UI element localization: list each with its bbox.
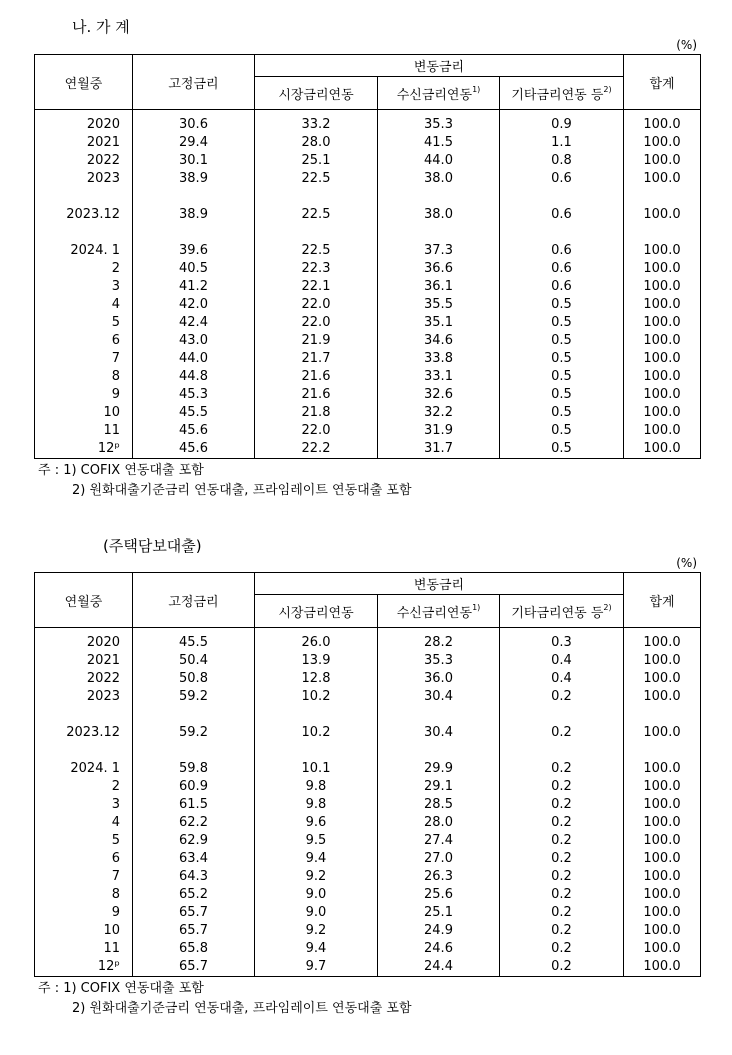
header-total: 합계 <box>624 55 701 110</box>
value-cell: 100.0 <box>624 260 701 278</box>
table-row <box>35 170 701 188</box>
value-cell: 0.6 <box>500 206 624 224</box>
section-title: 나. 가 계 <box>72 18 130 36</box>
value-cell: 22.5 <box>255 242 378 260</box>
table-row <box>35 688 701 706</box>
value-cell: 25.1 <box>378 904 500 922</box>
value-cell: 9.5 <box>255 832 378 850</box>
value-cell: 100.0 <box>624 796 701 814</box>
table-row <box>35 134 701 152</box>
header-market: 시장금리연동 <box>255 595 378 628</box>
note-1: 주 : 1) COFIX 연동대출 포함 <box>38 981 204 996</box>
period-cell: 5 <box>35 832 133 850</box>
value-cell: 59.2 <box>133 724 255 742</box>
period-cell: 7 <box>35 868 133 886</box>
value-cell: 45.5 <box>133 404 255 422</box>
value-cell: 28.0 <box>378 814 500 832</box>
period-cell: 12ᵖ <box>35 440 133 459</box>
table-row <box>35 116 701 134</box>
value-cell: 63.4 <box>133 850 255 868</box>
value-cell: 9.7 <box>255 958 378 977</box>
value-cell: 33.1 <box>378 368 500 386</box>
note-1: 주 : 1) COFIX 연동대출 포함 <box>38 463 204 478</box>
value-cell: 27.4 <box>378 832 500 850</box>
value-cell: 100.0 <box>624 440 701 459</box>
value-cell: 1.1 <box>500 134 624 152</box>
period-cell: 2020 <box>35 116 133 134</box>
table-row <box>35 670 701 688</box>
value-cell: 41.5 <box>378 134 500 152</box>
value-cell: 100.0 <box>624 850 701 868</box>
value-cell: 100.0 <box>624 868 701 886</box>
table-row <box>35 940 701 958</box>
value-cell: 45.6 <box>133 422 255 440</box>
value-cell: 0.6 <box>500 242 624 260</box>
period-cell: 2021 <box>35 134 133 152</box>
table-row <box>35 440 701 459</box>
value-cell: 21.6 <box>255 368 378 386</box>
value-cell: 25.1 <box>255 152 378 170</box>
table-row <box>35 634 701 652</box>
header-market: 시장금리연동 <box>255 77 378 110</box>
period-cell: 5 <box>35 314 133 332</box>
value-cell: 61.5 <box>133 796 255 814</box>
unit-label: (%) <box>676 556 697 570</box>
value-cell: 22.2 <box>255 440 378 459</box>
table-row <box>35 368 701 386</box>
note-2: 2) 원화대출기준금리 연동대출, 프라임레이트 연동대출 포함 <box>72 1001 412 1016</box>
value-cell: 0.2 <box>500 832 624 850</box>
value-cell: 27.0 <box>378 850 500 868</box>
value-cell: 32.6 <box>378 386 500 404</box>
value-cell: 38.9 <box>133 206 255 224</box>
value-cell: 0.2 <box>500 814 624 832</box>
value-cell: 0.2 <box>500 922 624 940</box>
header-period: 연월중 <box>35 573 133 628</box>
value-cell: 33.2 <box>255 116 378 134</box>
period-cell: 10 <box>35 404 133 422</box>
value-cell: 30.1 <box>133 152 255 170</box>
table-row <box>35 958 701 977</box>
note-2: 2) 원화대출기준금리 연동대출, 프라임레이트 연동대출 포함 <box>72 483 412 498</box>
value-cell: 29.1 <box>378 778 500 796</box>
period-cell: 10 <box>35 922 133 940</box>
value-cell: 0.2 <box>500 850 624 868</box>
value-cell: 9.8 <box>255 796 378 814</box>
value-cell: 100.0 <box>624 886 701 904</box>
period-cell: 8 <box>35 886 133 904</box>
value-cell: 36.1 <box>378 278 500 296</box>
value-cell: 21.6 <box>255 386 378 404</box>
period-cell: 7 <box>35 350 133 368</box>
value-cell: 0.6 <box>500 170 624 188</box>
value-cell: 31.9 <box>378 422 500 440</box>
value-cell: 60.9 <box>133 778 255 796</box>
value-cell: 28.5 <box>378 796 500 814</box>
value-cell: 100.0 <box>624 832 701 850</box>
period-cell: 2020 <box>35 634 133 652</box>
value-cell: 0.5 <box>500 350 624 368</box>
header-variable: 변동금리 <box>255 55 624 77</box>
value-cell: 0.6 <box>500 278 624 296</box>
value-cell: 100.0 <box>624 350 701 368</box>
value-cell: 29.4 <box>133 134 255 152</box>
value-cell: 0.5 <box>500 368 624 386</box>
value-cell: 24.4 <box>378 958 500 977</box>
value-cell: 9.6 <box>255 814 378 832</box>
value-cell: 100.0 <box>624 368 701 386</box>
value-cell: 100.0 <box>624 904 701 922</box>
value-cell: 22.5 <box>255 170 378 188</box>
table-row <box>35 260 701 278</box>
value-cell: 39.6 <box>133 242 255 260</box>
value-cell: 0.8 <box>500 152 624 170</box>
value-cell: 0.2 <box>500 904 624 922</box>
value-cell: 100.0 <box>624 422 701 440</box>
value-cell: 44.8 <box>133 368 255 386</box>
value-cell: 9.4 <box>255 940 378 958</box>
period-cell: 2023.12 <box>35 206 133 224</box>
value-cell: 28.0 <box>255 134 378 152</box>
value-cell: 0.5 <box>500 296 624 314</box>
value-cell: 45.5 <box>133 634 255 652</box>
header-fixed: 고정금리 <box>133 573 255 628</box>
period-cell: 2021 <box>35 652 133 670</box>
value-cell: 40.5 <box>133 260 255 278</box>
value-cell: 0.4 <box>500 670 624 688</box>
section-title-mortgage: (주택담보대출) <box>103 537 202 555</box>
value-cell: 31.7 <box>378 440 500 459</box>
value-cell: 21.7 <box>255 350 378 368</box>
value-cell: 21.8 <box>255 404 378 422</box>
period-cell: 2023.12 <box>35 724 133 742</box>
value-cell: 9.2 <box>255 922 378 940</box>
value-cell: 44.0 <box>133 350 255 368</box>
value-cell: 0.2 <box>500 796 624 814</box>
value-cell: 0.6 <box>500 260 624 278</box>
value-cell: 29.9 <box>378 760 500 778</box>
value-cell: 100.0 <box>624 724 701 742</box>
table-row <box>35 652 701 670</box>
value-cell: 100.0 <box>624 958 701 977</box>
value-cell: 45.3 <box>133 386 255 404</box>
value-cell: 100.0 <box>624 778 701 796</box>
period-cell: 11 <box>35 422 133 440</box>
period-cell: 3 <box>35 278 133 296</box>
value-cell: 0.5 <box>500 440 624 459</box>
value-cell: 59.2 <box>133 688 255 706</box>
header-other: 기타금리연동 등$^{2)}$ <box>500 77 624 110</box>
period-cell: 6 <box>35 332 133 350</box>
value-cell: 0.2 <box>500 868 624 886</box>
table-row <box>35 832 701 850</box>
value-cell: 26.3 <box>378 868 500 886</box>
value-cell: 22.0 <box>255 314 378 332</box>
value-cell: 65.7 <box>133 958 255 977</box>
value-cell: 0.2 <box>500 688 624 706</box>
value-cell: 100.0 <box>624 922 701 940</box>
value-cell: 10.1 <box>255 760 378 778</box>
value-cell: 22.5 <box>255 206 378 224</box>
value-cell: 100.0 <box>624 670 701 688</box>
value-cell: 9.8 <box>255 778 378 796</box>
value-cell: 34.6 <box>378 332 500 350</box>
household-loan-table <box>34 54 701 459</box>
value-cell: 50.8 <box>133 670 255 688</box>
value-cell: 22.1 <box>255 278 378 296</box>
value-cell: 100.0 <box>624 134 701 152</box>
value-cell: 65.8 <box>133 940 255 958</box>
table-row <box>35 296 701 314</box>
value-cell: 0.2 <box>500 760 624 778</box>
value-cell: 42.4 <box>133 314 255 332</box>
table-row <box>35 814 701 832</box>
value-cell: 100.0 <box>624 760 701 778</box>
value-cell: 30.4 <box>378 688 500 706</box>
value-cell: 65.2 <box>133 886 255 904</box>
table-row <box>35 760 701 778</box>
value-cell: 25.6 <box>378 886 500 904</box>
value-cell: 100.0 <box>624 206 701 224</box>
value-cell: 38.0 <box>378 170 500 188</box>
value-cell: 35.1 <box>378 314 500 332</box>
value-cell: 100.0 <box>624 242 701 260</box>
value-cell: 45.6 <box>133 440 255 459</box>
value-cell: 13.9 <box>255 652 378 670</box>
table-row <box>35 386 701 404</box>
table-row <box>35 886 701 904</box>
value-cell: 0.2 <box>500 958 624 977</box>
value-cell: 21.9 <box>255 332 378 350</box>
value-cell: 0.2 <box>500 778 624 796</box>
value-cell: 65.7 <box>133 904 255 922</box>
period-cell: 6 <box>35 850 133 868</box>
table-row <box>35 152 701 170</box>
period-cell: 2022 <box>35 670 133 688</box>
period-cell: 2 <box>35 260 133 278</box>
period-cell: 2023 <box>35 170 133 188</box>
table-row <box>35 332 701 350</box>
value-cell: 0.5 <box>500 314 624 332</box>
value-cell: 0.2 <box>500 940 624 958</box>
value-cell: 30.4 <box>378 724 500 742</box>
value-cell: 32.2 <box>378 404 500 422</box>
value-cell: 9.4 <box>255 850 378 868</box>
value-cell: 22.0 <box>255 422 378 440</box>
value-cell: 30.6 <box>133 116 255 134</box>
table-row <box>35 778 701 796</box>
value-cell: 44.0 <box>378 152 500 170</box>
table-row <box>35 278 701 296</box>
table-row <box>35 904 701 922</box>
period-cell: 8 <box>35 368 133 386</box>
value-cell: 0.3 <box>500 634 624 652</box>
value-cell: 62.9 <box>133 832 255 850</box>
header-total: 합계 <box>624 573 701 628</box>
period-cell: 2024. 1 <box>35 760 133 778</box>
table-row <box>35 242 701 260</box>
value-cell: 33.8 <box>378 350 500 368</box>
header-deposit: 수신금리연동$^{1)}$ <box>378 595 500 628</box>
value-cell: 37.3 <box>378 242 500 260</box>
value-cell: 0.9 <box>500 116 624 134</box>
period-cell: 9 <box>35 386 133 404</box>
table-row <box>35 796 701 814</box>
value-cell: 36.6 <box>378 260 500 278</box>
period-cell: 4 <box>35 296 133 314</box>
value-cell: 22.3 <box>255 260 378 278</box>
value-cell: 22.0 <box>255 296 378 314</box>
value-cell: 0.5 <box>500 332 624 350</box>
period-cell: 4 <box>35 814 133 832</box>
value-cell: 100.0 <box>624 404 701 422</box>
value-cell: 35.5 <box>378 296 500 314</box>
value-cell: 100.0 <box>624 652 701 670</box>
value-cell: 26.0 <box>255 634 378 652</box>
value-cell: 24.6 <box>378 940 500 958</box>
value-cell: 0.2 <box>500 886 624 904</box>
period-cell: 2022 <box>35 152 133 170</box>
header-other: 기타금리연동 등$^{2)}$ <box>500 595 624 628</box>
value-cell: 12.8 <box>255 670 378 688</box>
period-cell: 11 <box>35 940 133 958</box>
table-row <box>35 422 701 440</box>
value-cell: 100.0 <box>624 940 701 958</box>
value-cell: 10.2 <box>255 724 378 742</box>
value-cell: 100.0 <box>624 386 701 404</box>
value-cell: 100.0 <box>624 814 701 832</box>
period-cell: 2023 <box>35 688 133 706</box>
mortgage-loan-table <box>34 572 701 977</box>
value-cell: 9.0 <box>255 886 378 904</box>
value-cell: 50.4 <box>133 652 255 670</box>
value-cell: 35.3 <box>378 116 500 134</box>
table-row <box>35 314 701 332</box>
value-cell: 100.0 <box>624 170 701 188</box>
header-variable: 변동금리 <box>255 573 624 595</box>
value-cell: 38.0 <box>378 206 500 224</box>
table-row <box>35 350 701 368</box>
value-cell: 100.0 <box>624 314 701 332</box>
period-cell: 12ᵖ <box>35 958 133 977</box>
header-deposit: 수신금리연동$^{1)}$ <box>378 77 500 110</box>
value-cell: 9.2 <box>255 868 378 886</box>
value-cell: 35.3 <box>378 652 500 670</box>
value-cell: 100.0 <box>624 116 701 134</box>
value-cell: 0.4 <box>500 652 624 670</box>
value-cell: 36.0 <box>378 670 500 688</box>
value-cell: 28.2 <box>378 634 500 652</box>
header-fixed: 고정금리 <box>133 55 255 110</box>
value-cell: 100.0 <box>624 278 701 296</box>
value-cell: 0.5 <box>500 422 624 440</box>
value-cell: 43.0 <box>133 332 255 350</box>
value-cell: 42.0 <box>133 296 255 314</box>
value-cell: 10.2 <box>255 688 378 706</box>
period-cell: 2024. 1 <box>35 242 133 260</box>
value-cell: 0.2 <box>500 724 624 742</box>
value-cell: 100.0 <box>624 688 701 706</box>
period-cell: 3 <box>35 796 133 814</box>
header-period: 연월중 <box>35 55 133 110</box>
period-cell: 2 <box>35 778 133 796</box>
value-cell: 100.0 <box>624 634 701 652</box>
value-cell: 59.8 <box>133 760 255 778</box>
value-cell: 38.9 <box>133 170 255 188</box>
value-cell: 24.9 <box>378 922 500 940</box>
unit-label: (%) <box>676 38 697 52</box>
value-cell: 9.0 <box>255 904 378 922</box>
table-row <box>35 922 701 940</box>
table-row <box>35 724 701 742</box>
table-row <box>35 850 701 868</box>
value-cell: 100.0 <box>624 332 701 350</box>
value-cell: 65.7 <box>133 922 255 940</box>
table-row <box>35 206 701 224</box>
table-row <box>35 868 701 886</box>
value-cell: 0.5 <box>500 386 624 404</box>
period-cell: 9 <box>35 904 133 922</box>
table-row <box>35 404 701 422</box>
value-cell: 100.0 <box>624 152 701 170</box>
value-cell: 64.3 <box>133 868 255 886</box>
value-cell: 62.2 <box>133 814 255 832</box>
value-cell: 41.2 <box>133 278 255 296</box>
value-cell: 0.5 <box>500 404 624 422</box>
value-cell: 100.0 <box>624 296 701 314</box>
